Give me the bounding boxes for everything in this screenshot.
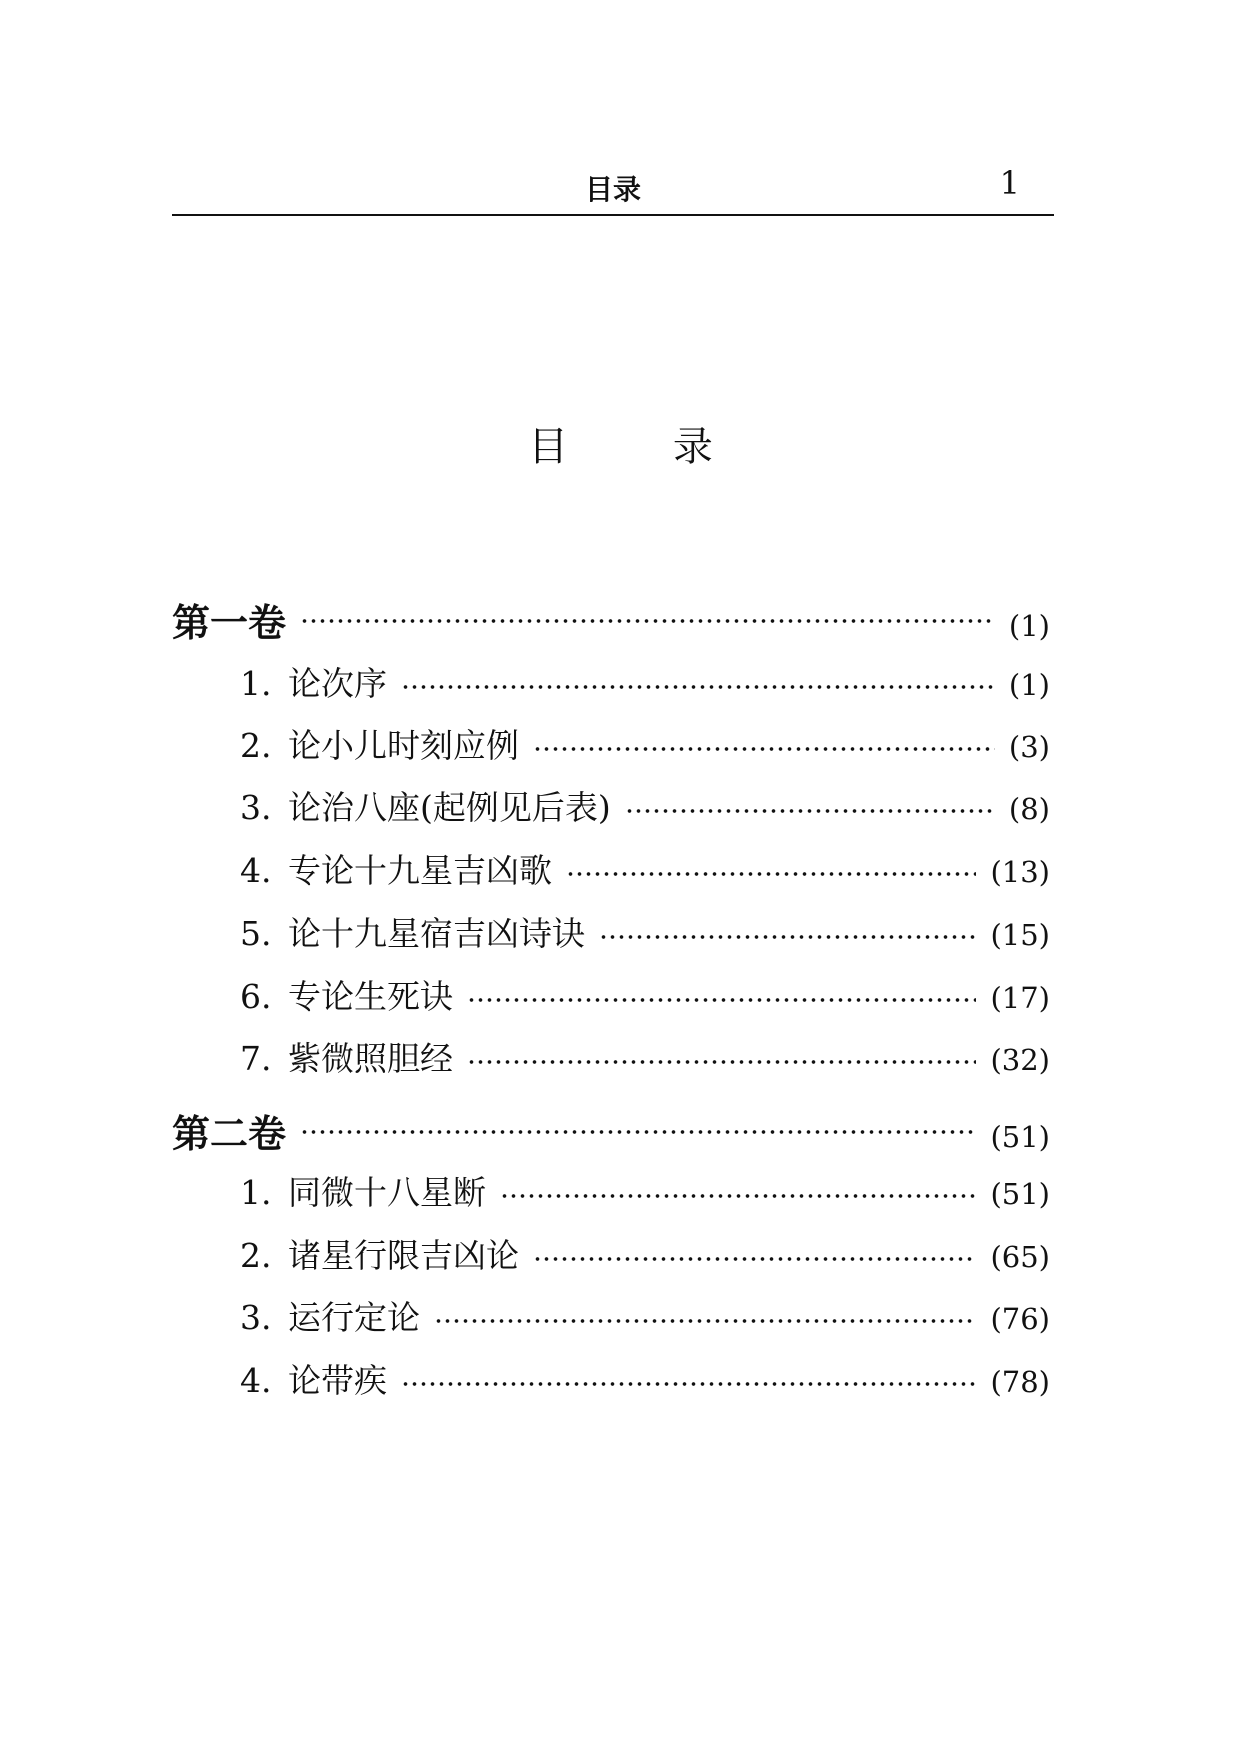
toc-item[interactable] <box>240 1292 1050 1342</box>
item-page: (51) <box>990 1177 1050 1211</box>
header-title: 目录 <box>584 173 641 206</box>
toc-item[interactable] <box>240 845 1050 895</box>
item-page: (13) <box>990 855 1050 889</box>
dot-leader <box>300 1129 976 1135</box>
dot-leader <box>533 746 995 752</box>
toc-item[interactable] <box>240 1355 1050 1405</box>
item-number: 3. <box>240 788 272 827</box>
item-label: 专论十九星吉凶歌 <box>288 851 552 890</box>
toc-item[interactable] <box>240 658 1050 708</box>
dot-leader <box>401 684 995 690</box>
volume-title: 第二卷 <box>172 1112 287 1156</box>
item-number: 7. <box>240 1039 272 1078</box>
dot-leader <box>434 1318 976 1324</box>
dot-leader <box>599 934 976 940</box>
item-label: 诸星行限吉凶论 <box>288 1236 519 1275</box>
item-page: (76) <box>990 1302 1050 1336</box>
dot-leader <box>467 1059 976 1065</box>
dot-leader <box>625 808 995 814</box>
toc-item[interactable] <box>240 782 1050 832</box>
item-number: 6. <box>240 977 272 1016</box>
dot-leader <box>467 997 976 1003</box>
item-page: (1) <box>1008 668 1050 702</box>
volume-title: 第一卷 <box>172 601 287 645</box>
item-number: 4. <box>240 851 272 890</box>
header-rule <box>172 214 1054 216</box>
item-number: 2. <box>240 726 272 765</box>
volume-page: (1) <box>1008 609 1050 643</box>
toc-title: 目 录 <box>528 424 759 470</box>
item-label: 论小儿时刻应例 <box>288 726 519 765</box>
toc-item[interactable] <box>240 908 1050 958</box>
item-number: 2. <box>240 1236 272 1275</box>
item-number: 1. <box>240 1173 272 1212</box>
dot-leader <box>533 1256 976 1262</box>
item-page: (3) <box>1008 730 1050 764</box>
item-page: (8) <box>1008 792 1050 826</box>
dot-leader <box>500 1193 976 1199</box>
item-label: 论带疾 <box>288 1361 387 1400</box>
item-number: 4. <box>240 1361 272 1400</box>
item-page: (65) <box>990 1240 1050 1274</box>
item-label: 运行定论 <box>288 1298 420 1337</box>
item-label: 论十九星宿吉凶诗诀 <box>288 914 585 953</box>
item-page: (17) <box>990 981 1050 1015</box>
item-label: 紫微照胆经 <box>288 1039 453 1078</box>
dot-leader <box>566 871 976 877</box>
dot-leader <box>300 618 995 624</box>
item-page: (78) <box>990 1365 1050 1399</box>
item-number: 3. <box>240 1298 272 1337</box>
header-page-number: 1 <box>999 164 1020 202</box>
toc-volume-2[interactable] <box>172 1103 1050 1156</box>
item-number: 5. <box>240 914 272 953</box>
toc-item[interactable] <box>240 1167 1050 1217</box>
volume-page: (51) <box>990 1120 1050 1154</box>
item-label: 论次序 <box>288 664 387 703</box>
toc-volume-1[interactable] <box>172 592 1050 645</box>
toc-item[interactable] <box>240 971 1050 1021</box>
item-page: (15) <box>990 918 1050 952</box>
item-label: 论治八座(起例见后表) <box>288 788 611 827</box>
item-page: (32) <box>990 1043 1050 1077</box>
dot-leader <box>401 1381 976 1387</box>
item-number: 1. <box>240 664 272 703</box>
toc-item[interactable] <box>240 720 1050 770</box>
toc-item[interactable] <box>240 1230 1050 1280</box>
toc-item[interactable] <box>240 1033 1050 1083</box>
running-header <box>172 158 1054 218</box>
item-label: 同微十八星断 <box>288 1173 486 1212</box>
item-label: 专论生死诀 <box>288 977 453 1016</box>
